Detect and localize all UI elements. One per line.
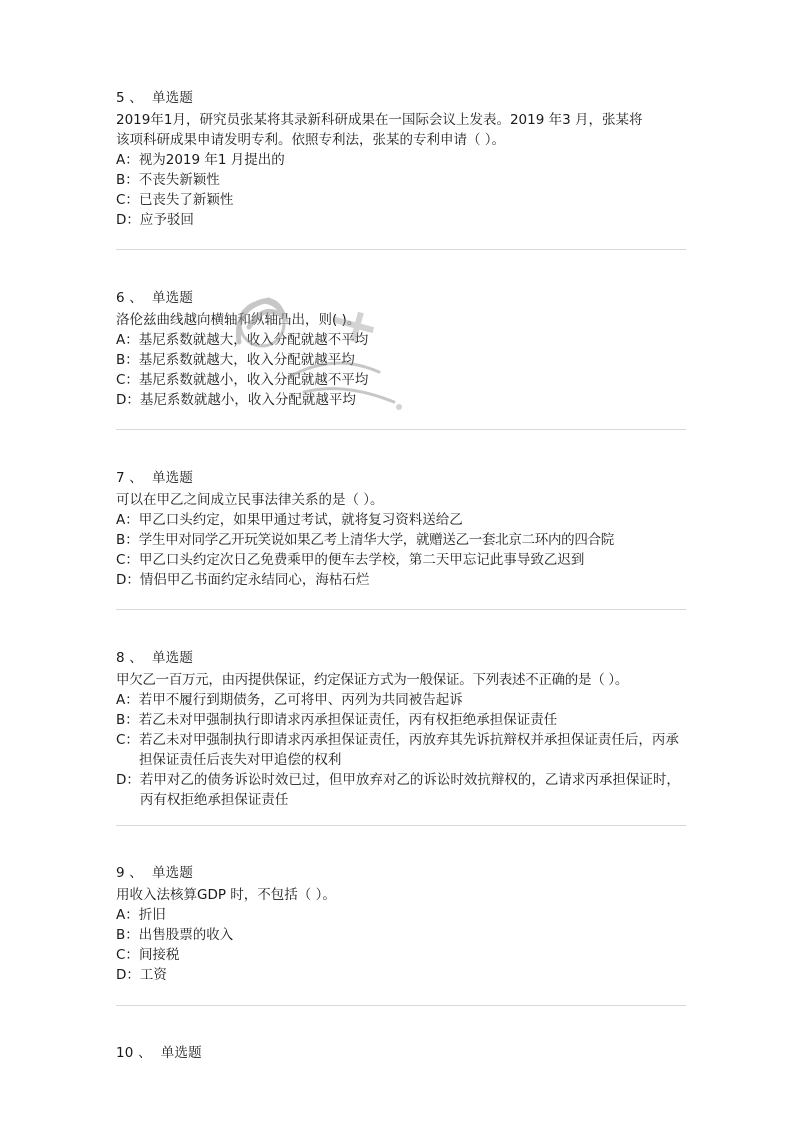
question-header [116,1043,686,1063]
option-b [116,925,686,945]
option-text: 甲乙口头约定次日乙免费乘甲的便车去学校，第二天甲忘记此事导致乙迟到 [138,552,585,568]
option-label: B： [116,172,139,188]
option-text: 若甲对乙的债务诉讼时效已过，但甲放弃对乙的诉讼时效抗辩权的，乙请求丙承担保证时，丙有权拒绝承担保证责任 [139,772,680,808]
option-label: C： [116,192,139,208]
option-d [116,210,686,230]
option-d [116,770,686,810]
question-type: 单选题 [151,90,194,106]
question-stem: 用收入法核算GDP 时，不包括（ ）。 [116,887,336,903]
option-list [116,510,686,590]
question-stem: 2019年1月，研究员张某将其录新科研成果在一国际会议上发表。2019 年3 月，张某将 该项科研成果申请发明专利。依照专利法，张某的专利申请（ ）。 [116,112,643,148]
option-label: B： [116,927,139,943]
question-number: 8 、 [116,650,143,666]
question-5 [116,88,686,230]
question-type: 单选题 [160,1045,202,1061]
option-text: 若甲不履行到期债务，乙可将甲、丙列为共同被告起诉 [138,692,463,708]
question-8 [116,648,686,810]
option-text: 若乙未对甲强制执行即请求丙承担保证责任，丙有权拒绝承担保证责任 [138,712,558,728]
option-text: 基尼系数就越小，收入分配就越平均 [139,392,356,408]
question-header [116,288,686,308]
option-text: 间接税 [138,947,180,963]
question-10 [116,1043,686,1063]
option-a [116,690,686,710]
option-label: D： [116,967,140,983]
option-d [116,965,686,985]
question-type: 单选题 [151,865,194,881]
option-list [116,905,686,985]
option-b [116,350,686,370]
option-label: B： [116,712,139,728]
option-text: 情侣甲乙书面约定永结同心，海枯石烂 [139,572,370,588]
divider [116,249,686,250]
option-text: 工资 [139,967,167,983]
option-text: 基尼系数就越小，收入分配就越不平均 [138,372,369,388]
option-label: D： [116,572,140,588]
option-label: C： [116,552,139,568]
question-type: 单选题 [151,290,194,306]
option-text: 折旧 [138,907,166,923]
option-text: 甲乙口头约定，如果甲通过考试，就将复习资料送给乙 [138,512,463,528]
option-label: C： [116,372,139,388]
option-c [116,190,686,210]
divider [116,429,686,430]
option-label: C： [116,732,139,748]
option-label: D： [116,392,140,408]
option-d [116,390,686,410]
option-list [116,690,686,810]
question-header [116,88,686,108]
option-c [116,945,686,965]
option-b [116,530,686,550]
divider [116,1005,686,1006]
question-type: 单选题 [151,470,194,486]
question-stem: 甲欠乙一百万元，由丙提供保证，约定保证方式为一般保证。下列表述不正确的是（ ）。 [116,672,629,688]
option-label: D： [116,772,140,788]
option-label: A： [116,692,139,708]
option-text: 若乙未对甲强制执行即请求丙承担保证责任，丙放弃其先诉抗辩权并承担保证责任后，丙承担保证责任后丧失对甲追偿的权利 [138,732,679,768]
question-header [116,468,686,488]
option-c [116,550,686,570]
option-a [116,150,686,170]
divider [116,825,686,826]
question-6 [116,288,686,410]
question-7 [116,468,686,590]
option-text: 学生甲对同学乙开玩笑说如果乙考上清华大学，就赠送乙一套北京二环内的四合院 [138,532,614,548]
question-header [116,648,686,668]
option-text: 基尼系数就越大，收入分配就越不平均 [138,332,369,348]
option-label: A： [116,332,139,348]
option-text: 应予驳回 [139,212,194,228]
option-label: C： [116,947,139,963]
question-stem: 可以在甲乙之间成立民事法律关系的是（ ）。 [116,492,384,508]
option-b [116,710,686,730]
option-d [116,570,686,590]
option-list [116,330,686,410]
question-stem: 洛伦兹曲线越向横轴和纵轴凸出，则( )。 [116,312,361,328]
question-9 [116,863,686,985]
option-b [116,170,686,190]
option-label: B： [116,352,139,368]
question-type: 单选题 [151,650,194,666]
question-number: 5 、 [116,90,143,106]
option-label: A： [116,152,139,168]
question-number: 10 、 [116,1045,152,1061]
option-a [116,510,686,530]
option-text: 视为2019 年1 月提出的 [138,152,285,168]
option-text: 出售股票的收入 [138,927,234,943]
option-text: 已丧失了新颖性 [138,192,234,208]
question-number: 9 、 [116,865,143,881]
question-number: 7 、 [116,470,143,486]
option-label: A： [116,907,139,923]
option-c [116,730,686,770]
option-a [116,330,686,350]
option-text: 基尼系数就越大，收入分配就越平均 [138,352,355,368]
option-c [116,370,686,390]
option-text: 不丧失新颖性 [138,172,220,188]
option-list [116,150,686,230]
option-label: B： [116,532,139,548]
question-number: 6 、 [116,290,143,306]
option-a [116,905,686,925]
option-label: D： [116,212,140,228]
option-label: A： [116,512,139,528]
divider [116,609,686,610]
question-header [116,863,686,883]
